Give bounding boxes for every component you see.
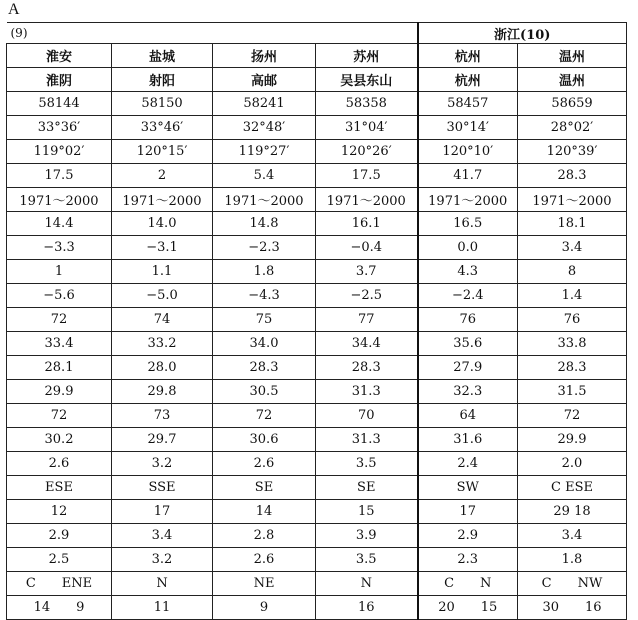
table-cell: 31.6	[418, 428, 518, 452]
table-row	[7, 116, 627, 140]
table-cell: 58144	[7, 92, 112, 116]
table-cell: 120°10′	[418, 140, 518, 164]
pair-value: C	[25, 576, 36, 591]
table-cell: 2.9	[418, 524, 518, 548]
table-row	[7, 164, 627, 188]
table-cell: 33.4	[7, 332, 112, 356]
table-cell: −3.1	[112, 236, 213, 260]
table-cell: ESE	[7, 476, 112, 500]
table-cell: SE	[316, 476, 418, 500]
table-cell: 淮阴	[7, 68, 112, 92]
table-cell: 4.3	[418, 260, 518, 284]
table-cell: 34.0	[213, 332, 316, 356]
table-cell: 2	[112, 164, 213, 188]
table-cell: 64	[418, 404, 518, 428]
table-cell: 58659	[518, 92, 627, 116]
table-cell: 12	[7, 500, 112, 524]
table-cell: 1971～2000	[518, 188, 627, 212]
station-name-row	[7, 44, 627, 68]
table-cell: −2.3	[213, 236, 316, 260]
table-cell: −5.0	[112, 284, 213, 308]
table-cell: 16.5	[418, 212, 518, 236]
table-cell: SSE	[112, 476, 213, 500]
table-cell: 33°46′	[112, 116, 213, 140]
table-row	[7, 524, 627, 548]
winter-wind-frequency-row	[7, 596, 627, 620]
table-row	[7, 404, 627, 428]
winter-wind-direction-row	[7, 572, 627, 596]
table-cell: 3.2	[112, 548, 213, 572]
table-cell: 29.8	[112, 380, 213, 404]
table-cell: 苏州	[316, 44, 418, 68]
table-cell: 120°15′	[112, 140, 213, 164]
table-cell: 温州	[518, 68, 627, 92]
table-cell: 30.6	[213, 428, 316, 452]
table-cell: 淮安	[7, 44, 112, 68]
section-label-left: (9)	[7, 23, 418, 44]
table-row	[7, 188, 627, 212]
table-cell: 70	[316, 404, 418, 428]
table-cell: 14.8	[213, 212, 316, 236]
table-cell	[418, 596, 518, 620]
table-cell	[518, 596, 627, 620]
table-cell: 34.4	[316, 332, 418, 356]
table-cell: 3.4	[518, 236, 627, 260]
table-cell: 2.8	[213, 524, 316, 548]
table-cell: 17	[112, 500, 213, 524]
table-cell: 3.9	[316, 524, 418, 548]
table-cell: 29.9	[518, 428, 627, 452]
table-cell: 杭州	[418, 68, 518, 92]
table-cell: 3.5	[316, 452, 418, 476]
table-cell: 30.5	[213, 380, 316, 404]
pair-value: 9	[76, 600, 85, 615]
table-cell: 119°27′	[213, 140, 316, 164]
table-cell: 1971～2000	[112, 188, 213, 212]
table-cell: 18.1	[518, 212, 627, 236]
table-cell: 1	[7, 260, 112, 284]
table-cell: SE	[213, 476, 316, 500]
table-cell: 29.9	[7, 380, 112, 404]
pair-value: 15	[480, 600, 498, 615]
table-cell: 120°39′	[518, 140, 627, 164]
table-cell: 58241	[213, 92, 316, 116]
table-cell	[418, 572, 518, 596]
table-cell: −0.4	[316, 236, 418, 260]
station-location-row	[7, 68, 627, 92]
table-cell: 2.6	[213, 452, 316, 476]
table-cell: 41.7	[418, 164, 518, 188]
table-cell: 杭州	[418, 44, 518, 68]
table-cell: N	[316, 572, 418, 596]
table-cell: 5.4	[213, 164, 316, 188]
table-row	[7, 500, 627, 524]
table-cell: 3.4	[112, 524, 213, 548]
table-row	[7, 380, 627, 404]
pair-value: 14	[33, 600, 51, 615]
pair-value: NW	[577, 576, 603, 591]
table-cell: 32°48′	[213, 116, 316, 140]
table-cell: −2.5	[316, 284, 418, 308]
pair-value: 20	[438, 600, 455, 615]
table-cell: 74	[112, 308, 213, 332]
table-cell: 76	[418, 308, 518, 332]
table-cell: 1971～2000	[418, 188, 518, 212]
table-row	[7, 452, 627, 476]
table-row	[7, 308, 627, 332]
table-cell: 吴县东山	[316, 68, 418, 92]
table-cell: 9	[213, 596, 316, 620]
table-row	[7, 548, 627, 572]
table-cell: 2.6	[7, 452, 112, 476]
table-cell: 17.5	[7, 164, 112, 188]
table-cell: 8	[518, 260, 627, 284]
table-cell: NE	[213, 572, 316, 596]
table-cell: 3.7	[316, 260, 418, 284]
table-cell: −4.3	[213, 284, 316, 308]
table-cell: 14.4	[7, 212, 112, 236]
table-cell: 35.6	[418, 332, 518, 356]
table-row	[7, 284, 627, 308]
table-cell: 28°02′	[518, 116, 627, 140]
table-cell: 72	[518, 404, 627, 428]
table-cell: 15	[316, 500, 418, 524]
table-row	[7, 236, 627, 260]
table-cell: 11	[112, 596, 213, 620]
table-cell: 1.1	[112, 260, 213, 284]
table-cell: 射阳	[112, 68, 213, 92]
table-cell: 58150	[112, 92, 213, 116]
table-cell: 28.0	[112, 356, 213, 380]
table-cell: 27.9	[418, 356, 518, 380]
pair-value: 16	[585, 600, 602, 615]
table-cell: 盐城	[112, 44, 213, 68]
table-cell: 58358	[316, 92, 418, 116]
pair-value: C	[444, 576, 455, 591]
table-cell: −3.3	[7, 236, 112, 260]
table-cell: 72	[213, 404, 316, 428]
table-row	[7, 332, 627, 356]
table-cell: 120°26′	[316, 140, 418, 164]
table-cell: 2.3	[418, 548, 518, 572]
table-cell: 1.8	[213, 260, 316, 284]
table-cell: 28.3	[213, 356, 316, 380]
table-cell: 77	[316, 308, 418, 332]
table-cell: 31°04′	[316, 116, 418, 140]
table-row	[7, 428, 627, 452]
table-cell: C ESE	[518, 476, 627, 500]
table-cell: 72	[7, 308, 112, 332]
table-cell: 16.1	[316, 212, 418, 236]
table-cell: 28.3	[316, 356, 418, 380]
table-cell: 30°14′	[418, 116, 518, 140]
table-cell	[7, 572, 112, 596]
table-cell: 扬州	[213, 44, 316, 68]
table-cell: 1971～2000	[7, 188, 112, 212]
table-cell: 高邮	[213, 68, 316, 92]
table-row	[7, 476, 627, 500]
table-cell: 73	[112, 404, 213, 428]
pair-value: 30	[542, 600, 559, 615]
table-cell: 3.5	[316, 548, 418, 572]
table-cell: 14	[213, 500, 316, 524]
table-cell: 3.2	[112, 452, 213, 476]
table-cell: 76	[518, 308, 627, 332]
table-cell: 3.4	[518, 524, 627, 548]
page-letter: A	[8, 1, 20, 18]
table-body	[7, 23, 627, 620]
table-cell: −2.4	[418, 284, 518, 308]
pair-value: C	[541, 576, 552, 591]
section-label-right: 浙江(10)	[418, 23, 627, 44]
table-cell: 29.7	[112, 428, 213, 452]
table-cell: 2.4	[418, 452, 518, 476]
table-cell: 72	[7, 404, 112, 428]
table-cell: 1971～2000	[316, 188, 418, 212]
table-cell: 2.9	[7, 524, 112, 548]
table-row	[7, 92, 627, 116]
table-cell: 温州	[518, 44, 627, 68]
table-cell: 17.5	[316, 164, 418, 188]
table-cell: 29 18	[518, 500, 627, 524]
table-cell: SW	[418, 476, 518, 500]
table-row	[7, 140, 627, 164]
table-cell: 1.8	[518, 548, 627, 572]
pair-value: N	[480, 576, 492, 591]
table-cell	[518, 572, 627, 596]
table-cell: 17	[418, 500, 518, 524]
table-cell: 16	[316, 596, 418, 620]
table-cell: 30.2	[7, 428, 112, 452]
climate-data-table	[6, 22, 627, 620]
table-cell: −5.6	[7, 284, 112, 308]
table-row	[7, 356, 627, 380]
table-cell: 28.3	[518, 356, 627, 380]
table-cell: 33°36′	[7, 116, 112, 140]
table-cell: 58457	[418, 92, 518, 116]
table-cell: 31.3	[316, 380, 418, 404]
table-row	[7, 260, 627, 284]
table-cell: 2.0	[518, 452, 627, 476]
table-cell: 33.8	[518, 332, 627, 356]
table-cell: 31.3	[316, 428, 418, 452]
table-cell: 31.5	[518, 380, 627, 404]
pair-value: ENE	[61, 576, 93, 591]
table-cell	[7, 596, 112, 620]
table-cell: 1.4	[518, 284, 627, 308]
table-cell: 32.3	[418, 380, 518, 404]
table-cell: 2.5	[7, 548, 112, 572]
table-cell: 28.3	[518, 164, 627, 188]
table-cell: 0.0	[418, 236, 518, 260]
section-header-row	[7, 23, 627, 44]
table-cell: 1971～2000	[213, 188, 316, 212]
table-cell: 2.6	[213, 548, 316, 572]
table-cell: 119°02′	[7, 140, 112, 164]
table-cell: 14.0	[112, 212, 213, 236]
table-cell: N	[112, 572, 213, 596]
table-row	[7, 212, 627, 236]
table-cell: 75	[213, 308, 316, 332]
table-cell: 28.1	[7, 356, 112, 380]
table-cell: 33.2	[112, 332, 213, 356]
